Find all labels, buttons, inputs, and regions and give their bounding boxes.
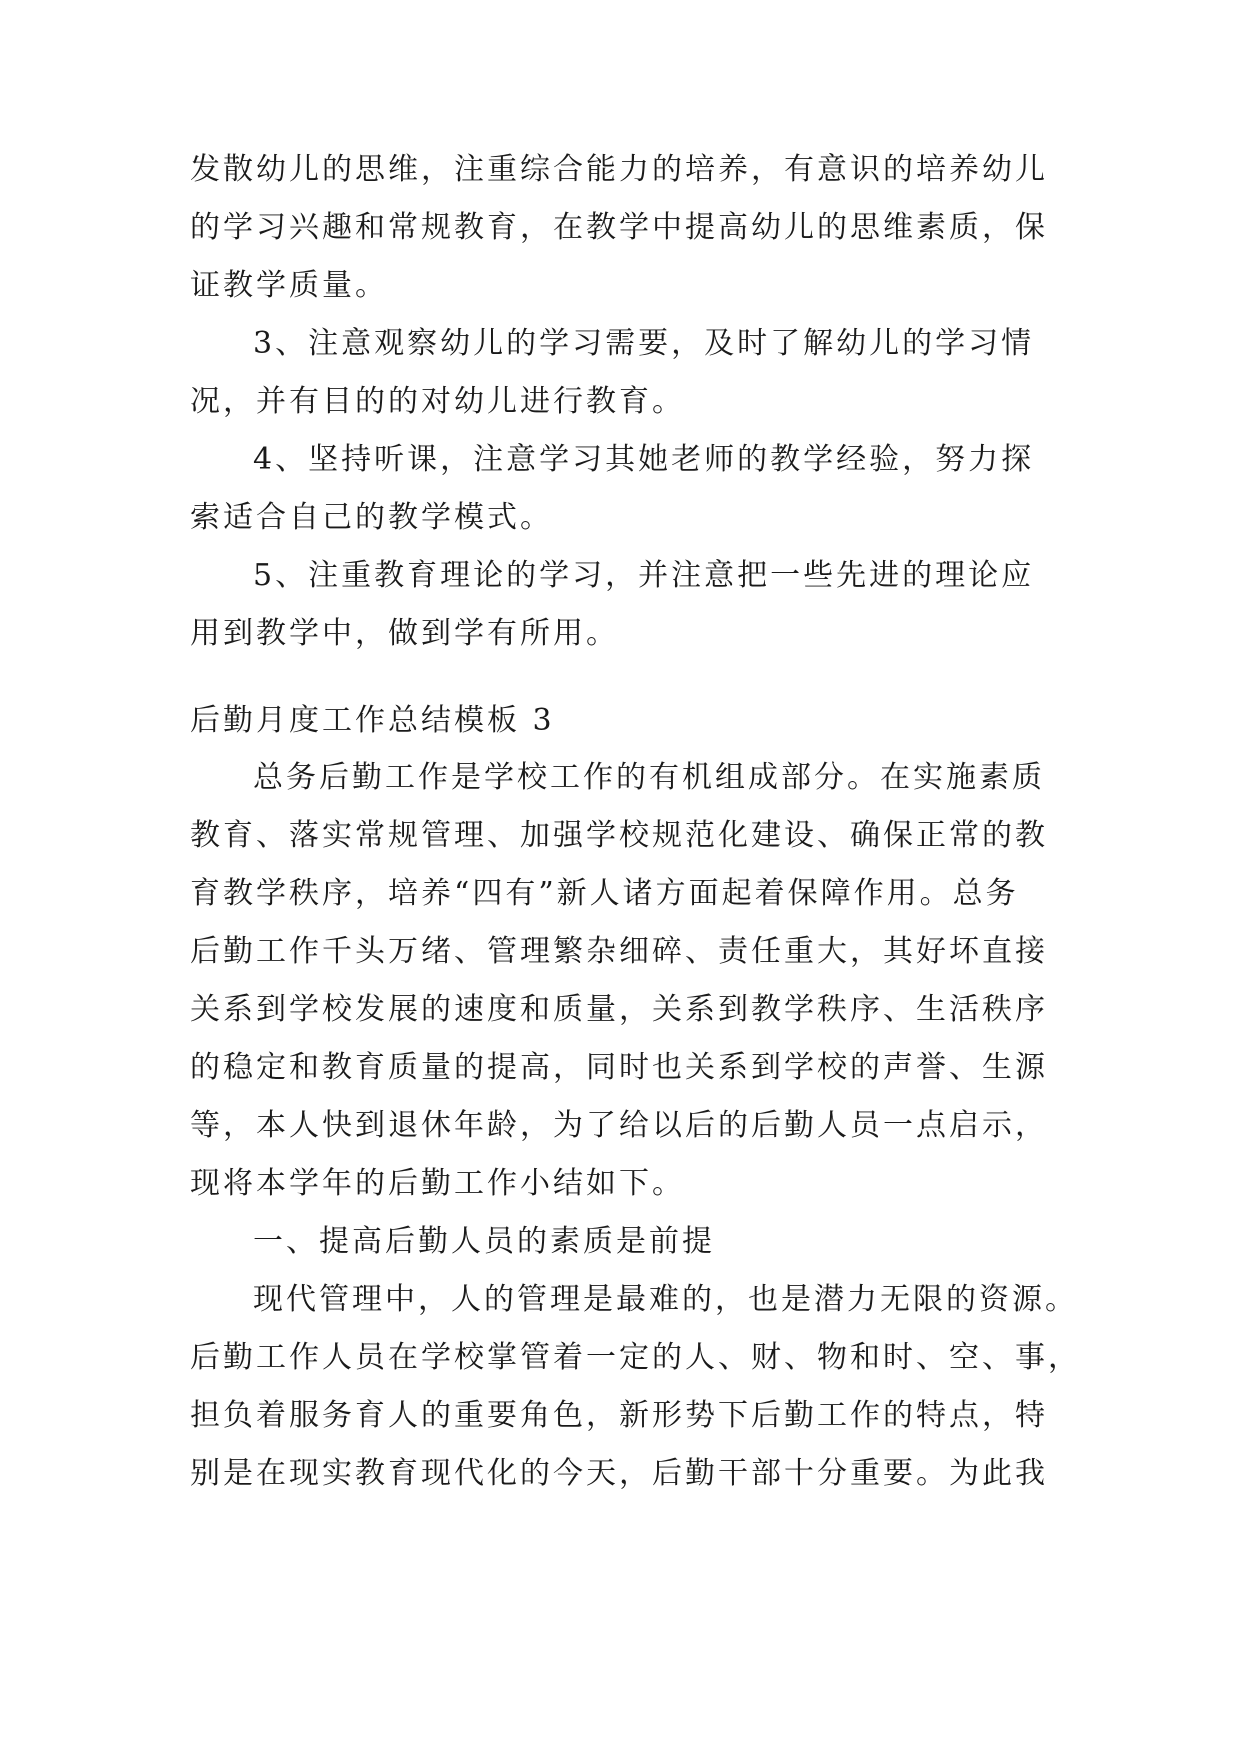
intro-line: 现将本学年的后勤工作小结如下。 [190, 1166, 685, 1201]
body-line: 担负着服务育人的重要角色，新形势下后勤工作的特点，特 [190, 1398, 1048, 1433]
paragraph-line: 证教学质量。 [190, 268, 388, 303]
intro-line: 关系到学校发展的速度和质量，关系到教学秩序、生活秩序 [190, 992, 1048, 1027]
body-line: 现代管理中，人的管理是最难的，也是潜力无限的资源。 [253, 1282, 1078, 1317]
paragraph-line: 发散幼儿的思维，注重综合能力的培养，有意识的培养幼儿 [190, 152, 1048, 187]
list-item-3: 3、注意观察幼儿的学习需要，及时了解幼儿的学习情 [253, 326, 1035, 361]
body-line: 后勤工作人员在学校掌管着一定的人、财、物和时、空、事， [190, 1340, 1081, 1375]
list-item-4-cont: 索适合自己的教学模式。 [190, 500, 553, 535]
intro-line: 的稳定和教育质量的提高，同时也关系到学校的声誉、生源 [190, 1050, 1048, 1085]
list-item-4: 4、坚持听课，注意学习其她老师的教学经验，努力探 [253, 442, 1035, 477]
body-line: 别是在现实教育现代化的今天，后勤干部十分重要。为此我 [190, 1456, 1048, 1491]
list-item-5: 5、注重教育理论的学习，并注意把一些先进的理论应 [253, 558, 1035, 593]
intro-line: 教育、落实常规管理、加强学校规范化建设、确保正常的教 [190, 818, 1048, 853]
intro-line: 育教学秩序，培养“四有”新人诸方面起着保障作用。总务 [190, 876, 1019, 911]
intro-line: 总务后勤工作是学校工作的有机组成部分。在实施素质 [253, 760, 1045, 795]
intro-line: 等，本人快到退休年龄，为了给以后的后勤人员一点启示， [190, 1108, 1048, 1143]
section-title: 后勤月度工作总结模板 3 [190, 703, 555, 738]
intro-line: 后勤工作千头万绪、管理繁杂细碎、责任重大，其好坏直接 [190, 934, 1048, 969]
list-item-3-cont: 况，并有目的的对幼儿进行教育。 [190, 384, 685, 419]
list-item-5-cont: 用到教学中，做到学有所用。 [190, 616, 619, 651]
section-heading: 一、提高后勤人员的素质是前提 [253, 1224, 715, 1259]
paragraph-line: 的学习兴趣和常规教育，在教学中提高幼儿的思维素质，保 [190, 210, 1048, 245]
